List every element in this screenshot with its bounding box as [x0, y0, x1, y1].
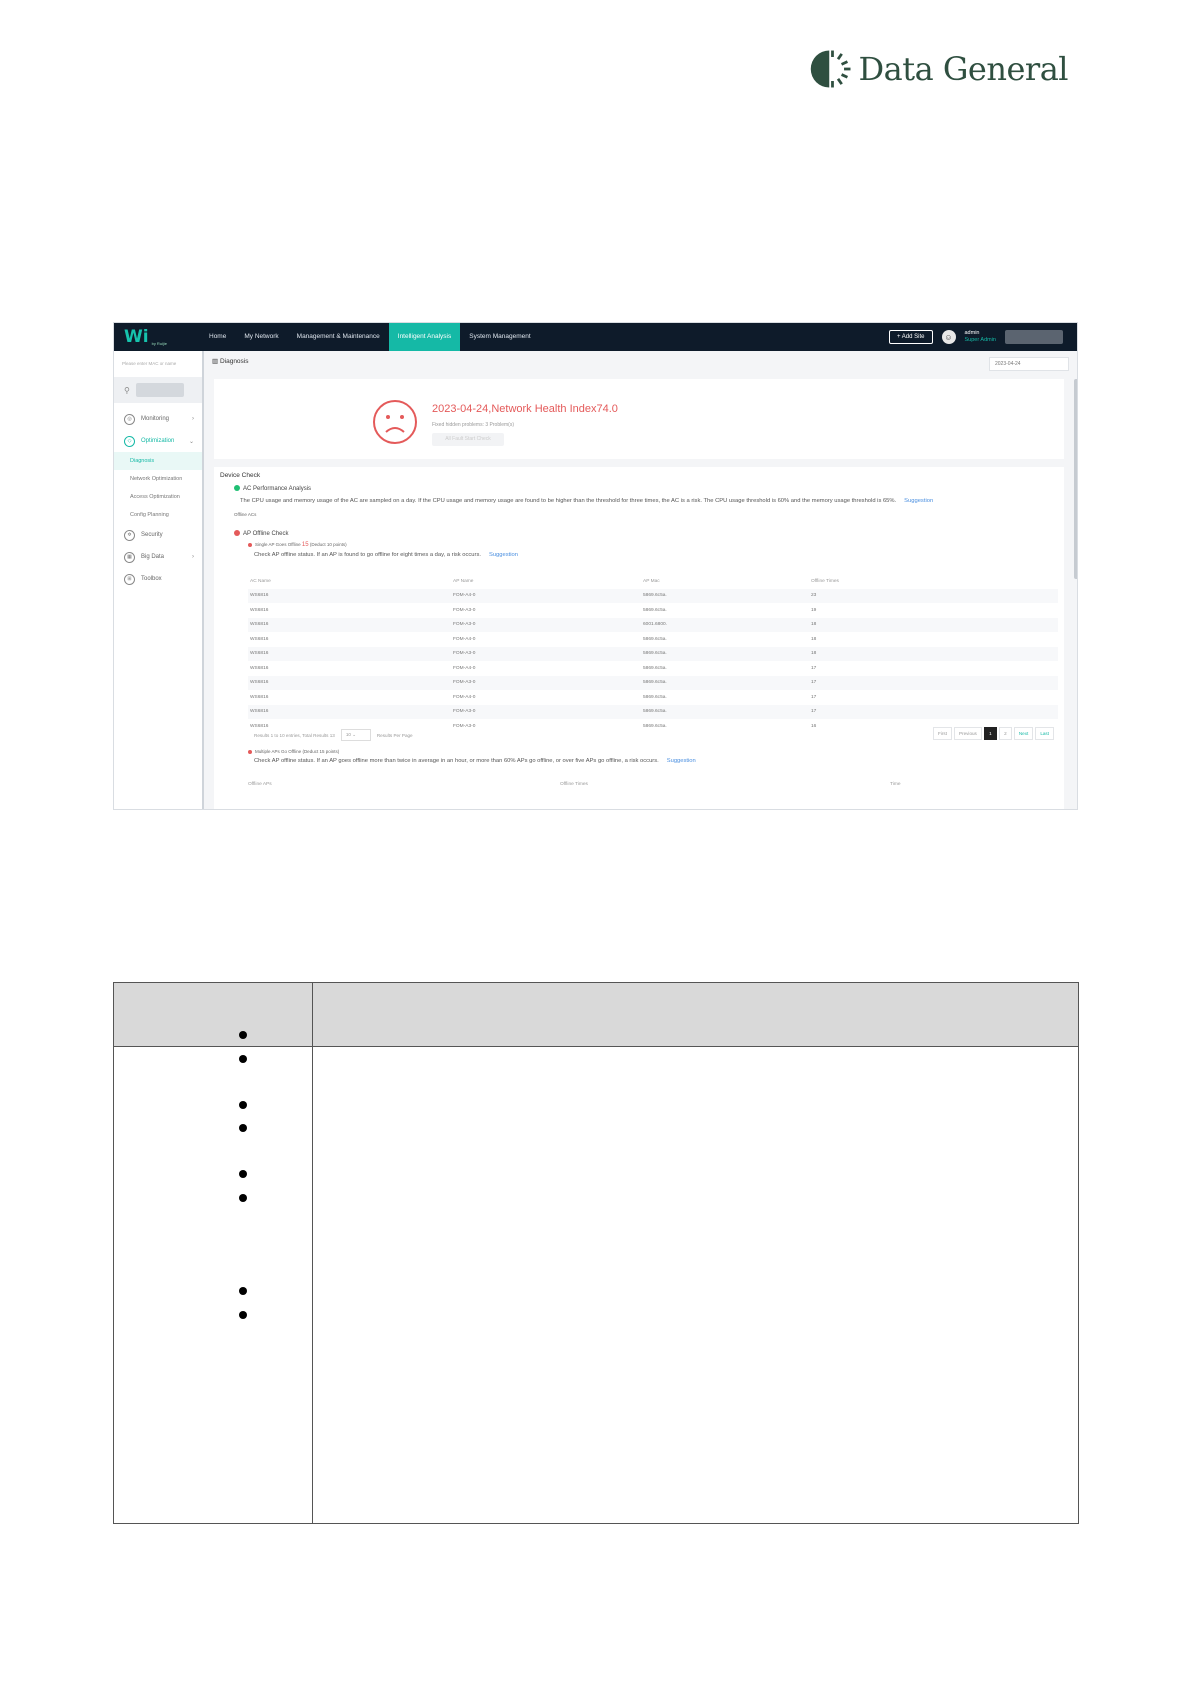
page-previous-button[interactable]: Previous	[954, 727, 982, 740]
ap-offline-title: AP Offline Check	[243, 531, 289, 537]
page-last-button[interactable]: Last	[1035, 727, 1054, 740]
sidebar-item-label: Monitoring	[141, 416, 170, 422]
table-row[interactable]	[248, 676, 1058, 691]
cell-ap-name: FOM-A3-0	[453, 723, 476, 729]
cell-ap-name: FOM-A4-0	[453, 694, 476, 700]
bullet-icon	[239, 1311, 247, 1319]
nav-management-maintenance[interactable]: Management & Maintenance	[296, 333, 380, 340]
cell-ap-mac: 5869.6c5a.	[643, 709, 667, 715]
single-ap-deduct: (Deduct 10 points)	[309, 542, 347, 547]
cell-ap-name: FOM-A3-0	[453, 651, 476, 657]
cell-offline-times: 18	[811, 651, 817, 657]
nav-system-management[interactable]: System Management	[469, 333, 531, 340]
table-row[interactable]	[248, 705, 1058, 720]
sidebar-item-label: Security	[141, 532, 163, 538]
cell-ac-name: WS6816	[250, 622, 269, 628]
cell-ap-name: FOM-A4-0	[453, 636, 476, 642]
cell-offline-times: 23	[811, 593, 817, 599]
breadcrumb: Diagnosis	[219, 358, 249, 365]
cell-ac-name: WS6816	[250, 636, 269, 642]
optimization-icon: ◇	[124, 436, 135, 447]
cell-offline-times: 17	[811, 694, 817, 700]
single-ap-offline-label	[248, 542, 347, 548]
multi-ap-text: Check AP offline status. If an AP goes offline more than twice in average in an hour, or more than 60% APs go offline, or over five APs go offline, a risk occurs.	[254, 758, 659, 764]
page-first-button[interactable]: First	[933, 727, 952, 740]
col-offline-aps: Offline APs	[248, 781, 272, 787]
bullet-icon	[239, 1031, 247, 1039]
cell-offline-times: 17	[811, 680, 817, 686]
date-picker[interactable]: 2023-04-24	[989, 357, 1069, 371]
cell-ap-mac: 5869.6c5a.	[643, 651, 667, 657]
health-index-subtitle: Fixed hidden problems: 3 Problem(s)	[432, 422, 514, 428]
app-logo[interactable]	[114, 323, 200, 351]
add-site-button[interactable]: + Add Site	[889, 330, 933, 344]
cell-ac-name: WS6816	[250, 723, 269, 729]
toolbox-icon: ⊞	[124, 574, 135, 585]
bullet-icon	[239, 1194, 247, 1202]
cell-ap-mac: 5869.6c5a.	[643, 694, 667, 700]
document-logo	[808, 46, 1068, 92]
page-1-button[interactable]: 1	[984, 727, 997, 740]
health-index-title: 2023-04-24,Network Health Index74.0	[432, 403, 618, 415]
table-row[interactable]	[248, 589, 1058, 604]
sad-face-icon	[372, 399, 418, 445]
bullet-icon	[239, 1287, 247, 1295]
cell-ac-name: WS6816	[250, 593, 269, 599]
status-risk-icon	[248, 543, 252, 547]
data-general-logo-icon	[808, 46, 851, 92]
user-avatar-icon[interactable]: ☺	[942, 330, 956, 344]
page-2-button[interactable]: 2	[999, 727, 1012, 740]
cell-ac-name: WS6816	[250, 680, 269, 686]
security-icon: ✲	[124, 530, 135, 541]
user-info[interactable]	[965, 330, 997, 344]
sidebar-item-monitoring[interactable]	[114, 408, 202, 430]
site-selector[interactable]	[114, 377, 202, 403]
start-check-button[interactable]: All Fault Start Check	[432, 433, 504, 446]
device-search-input[interactable]: Please enter MAC or name	[122, 361, 177, 366]
cell-ac-name: WS6816	[250, 694, 269, 700]
scrollbar[interactable]	[1074, 379, 1078, 579]
sidebar-subitem-network-optimization[interactable]: Network Optimization	[130, 476, 183, 482]
cell-ap-mac: 5869.6c5a.	[643, 665, 667, 671]
sidebar-item-label: Big Data	[141, 554, 165, 560]
table-header-row	[114, 983, 1078, 1047]
cell-ac-name: WS6816	[250, 665, 269, 671]
cell-offline-times: 19	[811, 607, 817, 613]
cell-ap-mac: 5869.6c5a.	[643, 593, 667, 599]
single-ap-label: Single AP Goes Offline	[255, 542, 301, 547]
multi-ap-suggestion-link[interactable]: Suggestion	[666, 758, 696, 764]
table-row[interactable]	[248, 661, 1058, 676]
col-ac-name: AC Name	[250, 578, 271, 584]
redacted-account	[1005, 330, 1063, 344]
ac-performance-description	[240, 498, 933, 504]
user-name: admin	[964, 330, 980, 336]
health-card	[214, 379, 1064, 459]
bullet-icon	[239, 1170, 247, 1178]
cell-ap-name: FOM-A3-0	[453, 607, 476, 613]
per-page-label: Results Per Page	[376, 732, 413, 738]
cell-offline-times: 18	[811, 636, 817, 642]
table-row[interactable]	[248, 690, 1058, 705]
bullet-icon	[239, 1101, 247, 1109]
sidebar-item-optimization[interactable]	[114, 430, 202, 452]
chevron-down-icon: ⌄	[188, 438, 194, 445]
cell-ap-name: FOM-A3-0	[453, 622, 476, 628]
results-summary	[254, 729, 413, 741]
ap-offline-table	[248, 574, 1058, 734]
ac-performance-title: AC Performance Analysis	[243, 486, 312, 492]
cell-ap-mac: 5869.6c5a.	[643, 680, 667, 686]
top-navigation-bar	[114, 323, 1078, 351]
sidebar-item-big-data[interactable]	[114, 546, 202, 568]
bullet-icon	[239, 1055, 247, 1063]
ac-performance-text: The CPU usage and memory usage of the AC are sampled on a day. If the CPU usage and memory usage are found to be higher than the threshold for three times, the AC is a risk. The CPU usage threshold is 60% and the memory usage threshold is 65%.	[240, 498, 897, 504]
col-offline-times: Offline Times	[811, 578, 839, 584]
multi-ap-offline-label	[248, 749, 339, 754]
status-risk-icon	[248, 750, 252, 754]
multi-ap-label: Multiple APs Go Offline (Deduct 15 points)	[255, 749, 340, 754]
sidebar-item-security[interactable]	[114, 524, 202, 546]
cell-ap-name: FOM-A3-0	[453, 709, 476, 715]
cell-offline-times: 17	[811, 665, 817, 671]
ui-screenshot	[113, 322, 1078, 810]
ac-performance-section	[234, 485, 311, 492]
document-table	[113, 982, 1079, 1524]
sidebar-subitem-config-planning[interactable]: Config Planning	[130, 512, 169, 518]
sidebar-item-label: Toolbox	[141, 576, 162, 582]
monitor-icon: ◎	[124, 414, 135, 425]
single-ap-text: Check AP offline status. If an AP is found to go offline for eight times a day, a risk occurs.	[254, 552, 481, 558]
page-size-value: 10	[345, 732, 351, 737]
single-ap-suggestion-link[interactable]: Suggestion	[488, 552, 518, 558]
multi-ap-table-header	[248, 777, 1058, 792]
page-size-select[interactable]: 10 ⌄	[341, 729, 371, 741]
main-nav	[200, 323, 540, 351]
topbar-right	[889, 323, 1063, 351]
cell-ap-name: FOM-A4-0	[453, 593, 476, 599]
device-check-title: Device Check	[220, 472, 261, 479]
cell-ac-name: WS6816	[250, 607, 269, 613]
bigdata-icon: ▦	[124, 552, 135, 563]
location-pin-icon: ⚲	[124, 385, 130, 395]
sidebar-item-label: Optimization	[141, 438, 175, 444]
table-row[interactable]	[248, 603, 1058, 618]
cell-offline-times: 18	[811, 622, 817, 628]
nav-my-network[interactable]: My Network	[244, 333, 279, 340]
results-text: Results 1 to 10 entries, Total Results 13	[254, 732, 335, 738]
status-ok-icon	[234, 485, 240, 491]
cell-ap-mac: 6001.6800.	[643, 622, 668, 628]
col-time: Time	[890, 781, 901, 787]
table-row[interactable]	[248, 618, 1058, 633]
sidebar-subitem-access-optimization[interactable]: Access Optimization	[130, 494, 180, 500]
table-header	[248, 574, 1058, 589]
sidebar-subitem-diagnosis[interactable]: Diagnosis	[114, 452, 202, 470]
user-role: Super Admin	[964, 337, 996, 343]
brand-name: Data General	[858, 50, 1068, 88]
table-row[interactable]	[248, 632, 1058, 647]
ap-offline-section	[234, 530, 288, 537]
pagination	[933, 727, 1054, 740]
status-risk-icon	[234, 530, 240, 536]
main-content	[206, 351, 1078, 810]
app-logo-by: by Ruijie	[151, 340, 167, 346]
chevron-right-icon: ›	[192, 416, 194, 422]
cell-ap-mac: 5869.6c5a.	[643, 607, 667, 613]
col-multi-offline-times: Offline Times	[560, 781, 588, 787]
ac-suggestion-link[interactable]: Suggestion	[904, 498, 934, 504]
cell-ap-mac: 5869.6c5a.	[643, 723, 667, 729]
column-divider	[312, 983, 313, 1523]
redacted-site-name	[136, 383, 184, 397]
nav-home[interactable]: Home	[209, 333, 227, 340]
sidebar	[114, 351, 204, 810]
bullet-icon	[239, 1124, 247, 1132]
sidebar-item-toolbox[interactable]	[114, 568, 202, 590]
multi-ap-description	[254, 758, 696, 764]
single-ap-description	[254, 552, 518, 558]
nav-intelligent-analysis[interactable]: Intelligent Analysis	[389, 323, 460, 351]
page-title: ▥ Diagnosis	[212, 358, 249, 365]
cell-ap-mac: 5869.6c5a.	[643, 636, 667, 642]
offline-acs-label: Offline ACs	[234, 512, 257, 517]
chevron-right-icon: ›	[192, 554, 194, 560]
cell-ac-name: WS6816	[250, 709, 269, 715]
cell-offline-times: 16	[811, 723, 817, 729]
cell-offline-times: 17	[811, 709, 817, 715]
device-check-card	[214, 467, 1064, 810]
col-ap-mac: AP Mac	[643, 578, 660, 584]
cell-ap-name: FOM-A4-0	[453, 665, 476, 671]
col-ap-name: AP Name	[453, 578, 474, 584]
cell-ac-name: WS6816	[250, 651, 269, 657]
table-row[interactable]	[248, 647, 1058, 662]
cell-ap-name: FOM-A3-0	[453, 680, 476, 686]
single-ap-count: 15	[301, 542, 309, 548]
app-logo-mark: Wi	[124, 327, 149, 347]
page-next-button[interactable]: Next	[1014, 727, 1033, 740]
